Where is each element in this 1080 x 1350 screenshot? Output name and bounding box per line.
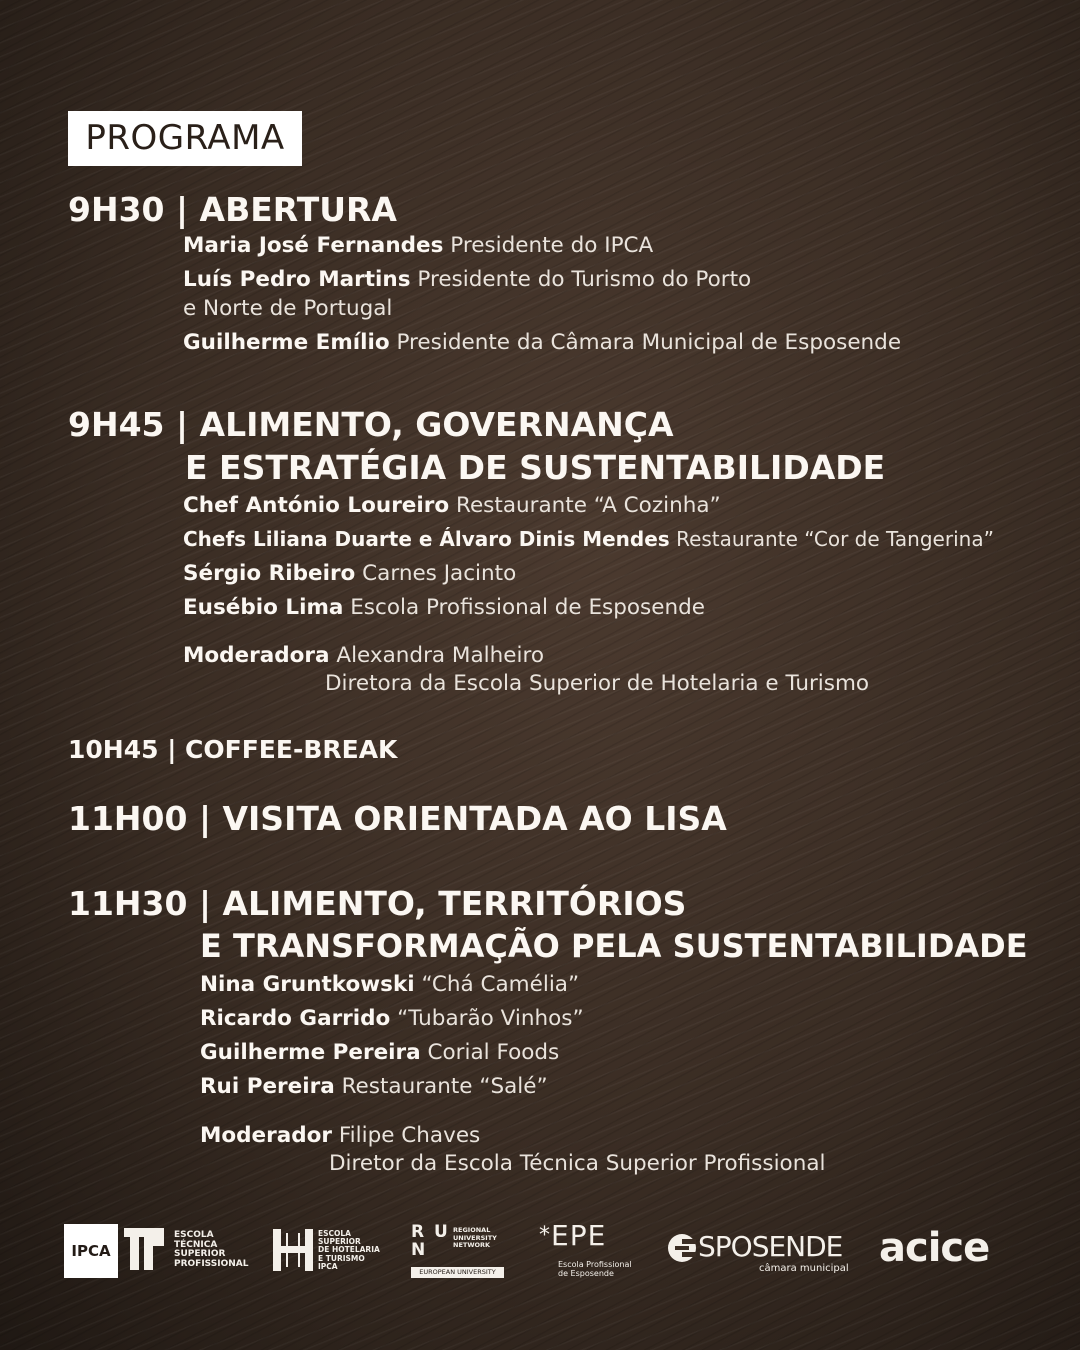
esposende-e-icon <box>667 1233 697 1263</box>
speaker-role: Restaurante “A Cozinha” <box>455 493 721 518</box>
list-item <box>183 491 721 520</box>
list-item <box>200 1072 548 1101</box>
esposende-wordmark: SPOSENDE <box>698 1230 843 1263</box>
section-title-coffee-break: 10H45 | COFFEE-BREAK <box>68 735 398 764</box>
partner-logos <box>64 1218 1020 1284</box>
speaker-role: Restaurante “Cor de Tangerina” <box>676 527 994 551</box>
run-bar: EUROPEAN UNIVERSITY <box>411 1267 504 1278</box>
speaker-role: “Chá Camélia” <box>421 972 580 997</box>
esht-mark-icon <box>273 1229 313 1271</box>
speaker-name: Guilherme Pereira <box>200 1040 421 1065</box>
speaker-role: Presidente da Câmara Municipal de Esposende <box>396 330 902 355</box>
list-item <box>183 265 751 294</box>
run-logo <box>411 1223 505 1279</box>
list-item <box>183 525 994 554</box>
moderator-role: Diretora da Escola Superior de Hotelaria e Turismo <box>325 671 870 696</box>
section-title-territorios: 11H30 | ALIMENTO, TERRITÓRIOS <box>68 884 687 923</box>
speaker-role: “Tubarão Vinhos” <box>397 1006 584 1031</box>
speaker-role: Presidente do Turismo do Porto <box>417 267 752 292</box>
esht-text: ESCOLA SUPERIOR DE HOTELARIA E TURISMO IPCA <box>318 1229 380 1271</box>
speaker-role: Escola Profissional de Esposende <box>350 595 705 620</box>
run-letters: R U N <box>411 1222 458 1260</box>
list-item <box>183 328 901 357</box>
moderator <box>183 641 544 670</box>
section-title-abertura: 9H30 | ABERTURA <box>68 190 397 229</box>
moderator-role: Diretor da Escola Técnica Superior Profissional <box>329 1151 826 1176</box>
list-item <box>200 970 579 999</box>
section-title-visita: 11H00 | VISITA ORIENTADA AO LISA <box>68 799 727 838</box>
epe-logo <box>539 1220 606 1252</box>
estsp-logo <box>124 1226 166 1276</box>
list-item <box>200 1004 584 1033</box>
esht-logo <box>273 1229 313 1275</box>
speaker-role: e Norte de Portugal <box>183 296 393 321</box>
estsp-mark-icon <box>124 1226 166 1272</box>
acice-logo: acice <box>879 1225 990 1271</box>
programa-tag: PROGRAMA <box>68 111 302 166</box>
section-title-territorios-line2: E TRANSFORMAÇÃO PELA SUSTENTABILIDADE <box>200 927 1028 965</box>
speaker-role: Restaurante “Salé” <box>341 1074 548 1099</box>
moderator-label: Moderador <box>200 1123 333 1148</box>
asterisk-icon: * <box>539 1223 551 1248</box>
speaker-name: Chefs Liliana Duarte e Álvaro Dinis Mendes <box>183 527 670 551</box>
speaker-name: Nina Gruntkowski <box>200 972 415 997</box>
moderator-name: Alexandra Malheiro <box>336 643 544 668</box>
list-item <box>183 294 392 323</box>
run-text: REGIONAL UNIVERSITY NETWORK <box>453 1226 497 1249</box>
moderator-label: Moderadora <box>183 643 330 668</box>
speaker-name: Guilherme Emílio <box>183 330 390 355</box>
speaker-role: Presidente do IPCA <box>450 233 654 258</box>
speaker-name: Rui Pereira <box>200 1074 335 1099</box>
list-item <box>200 1038 559 1067</box>
esposende-logo <box>667 1228 852 1278</box>
estsp-text: ESCOLA TÉCNICA SUPERIOR PROFISSIONAL <box>174 1230 249 1269</box>
list-item <box>183 559 516 588</box>
speaker-name: Eusébio Lima <box>183 595 344 620</box>
section-title-governanca: 9H45 | ALIMENTO, GOVERNANÇA <box>68 405 674 444</box>
epe-mark: EPE <box>551 1219 607 1252</box>
list-item <box>183 593 705 622</box>
speaker-role: Carnes Jacinto <box>362 561 517 586</box>
epe-text: Escola Profissional de Esposende <box>558 1260 632 1278</box>
speaker-name: Sérgio Ribeiro <box>183 561 356 586</box>
speaker-name: Chef António Loureiro <box>183 493 450 518</box>
list-item <box>183 231 653 260</box>
speaker-name: Luís Pedro Martins <box>183 267 411 292</box>
ipca-logo: IPCA <box>64 1224 118 1278</box>
speaker-name: Maria José Fernandes <box>183 233 444 258</box>
section-title-governanca-line2: E ESTRATÉGIA DE SUSTENTABILIDADE <box>185 448 886 487</box>
esposende-sub: câmara municipal <box>759 1263 849 1274</box>
speaker-name: Ricardo Garrido <box>200 1006 391 1031</box>
moderator <box>200 1121 480 1150</box>
moderator-name: Filipe Chaves <box>338 1123 481 1148</box>
speaker-role: Corial Foods <box>427 1040 560 1065</box>
